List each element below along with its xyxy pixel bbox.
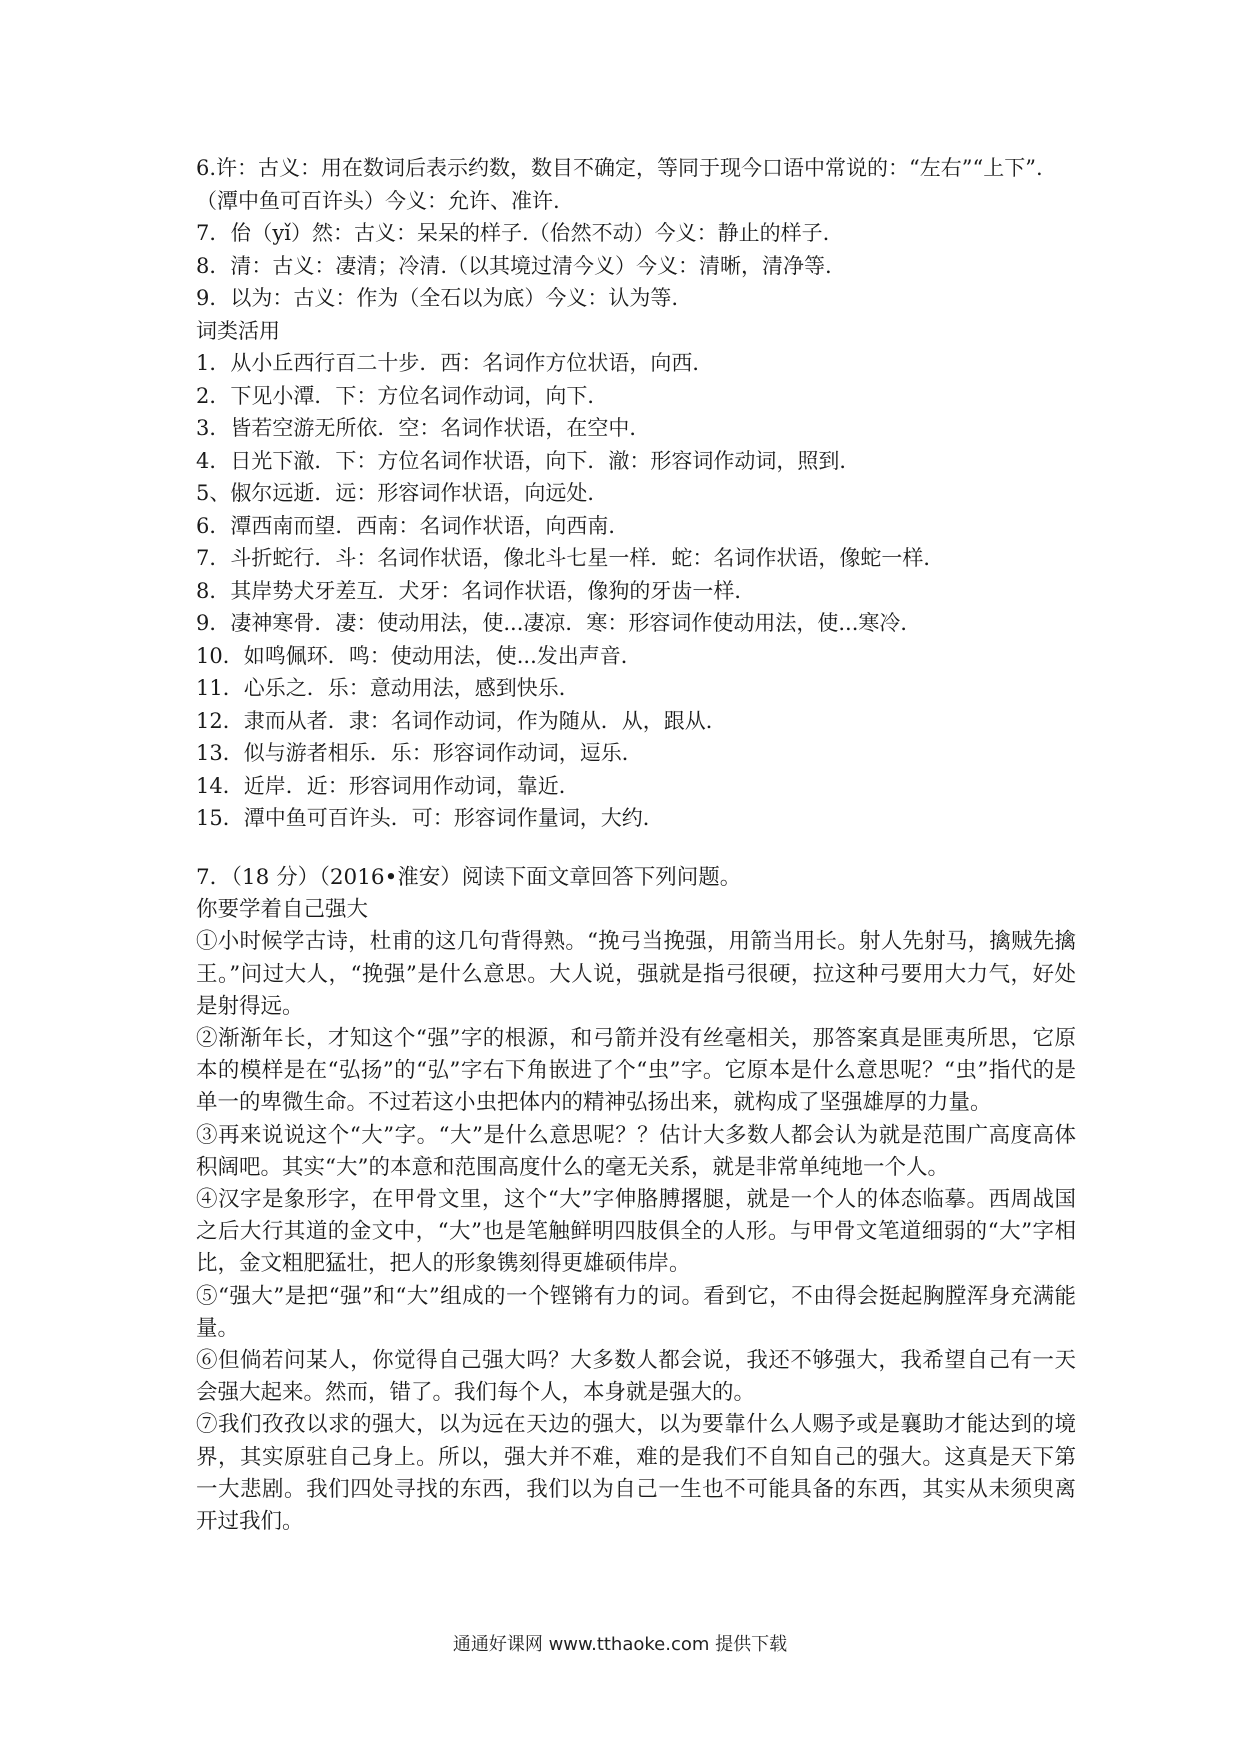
article-paragraph: ③再来说说这个“大”字。“大”是什么意思呢？？估计大多数人都会认为就是范围广高度高体积阔吧。其实“大”的本意和范围高度什么的毫无关系，就是非常单纯地一个人。: [196, 1122, 1076, 1180]
list-item: 3．皆若空游无所依．空：名词作状语，在空中．: [196, 416, 651, 440]
article-paragraph: ④汉字是象形字，在甲骨文里，这个“大”字伸胳膊撂腿，就是一个人的体态临摹。西周战国之后大行其道的金文中，“大”也是笔触鲜明四肢俱全的人形。与甲骨文笔道细弱的“大”字相比，金文粗肥猛壮，把人的形象镌刻得更雄硕伟岸。: [196, 1187, 1076, 1277]
list-item: 12．隶而从者．隶：名词作动词，作为随从．从，跟从．: [196, 708, 727, 733]
list-item: 1．从小丘西行百二十步．西：名词作方位状语，向西．: [196, 351, 714, 375]
article-title: 你要学着自己强大: [196, 897, 369, 923]
section-heading: 词类活用: [196, 318, 280, 343]
page-footer: 通通好课网 www.tthaoke.com 提供下载: [452, 1634, 788, 1655]
list-item: 14．近岸．近：形容词用作动词，靠近．: [196, 773, 580, 798]
list-item: 8．其岸势犬牙差互．犬牙：名词作状语，像狗的牙齿一样．: [196, 578, 756, 603]
gu-jin-yi-item: 9．以为：古义：作为（全石以为底）今义：认为等.: [196, 286, 679, 310]
article-paragraph: ⑦我们孜孜以求的强大，以为远在天边的强大，以为要靠什么人赐予或是襄助才能达到的境界，其实原驻自己身上。所以，强大并不难，难的是我们不自知自己的强大。这真是天下第一大悲剧。我们四处寻找的东西，我们以为自己一生也不可能具备的东西，其实从未须臾离开过我们。: [196, 1412, 1076, 1535]
list-item: 10．如鸣佩环．鸣：使动用法，使...发出声音．: [196, 643, 642, 668]
article-paragraph: ①小时候学古诗，杜甫的这几句背得熟。“挽弓当挽强，用箭当用长。射人先射马，擒贼先擒王。”问过大人，“挽强”是什么意思。大人说，强就是指弓很硬，拉这种弓要用大力气，好处是射得远。: [196, 929, 1076, 1019]
article-paragraph: ⑥但倘若问某人，你觉得自己强大吗？大多数人都会说，我还不够强大，我希望自己有一天会强大起来。然而，错了。我们每个人，本身就是强大的。: [196, 1348, 1076, 1406]
list-item: 4．日光下澈．下：方位名词作状语，向下．澈：形容词作动词，照到．: [196, 448, 861, 473]
list-item: 9．凄神寒骨．凄：使动用法，使...凄凉．寒：形容词作使动用法，使...寒冷．: [196, 611, 922, 635]
list-item: 5、俶尔远逝．远：形容词作状语，向远处．: [196, 481, 609, 505]
list-item: 13．似与游者相乐．乐：形容词作动词，逗乐．: [196, 741, 643, 765]
article-paragraph: ⑤“强大”是把“强”和“大”组成的一个铿锵有力的词。看到它，不由得会挺起胸膛浑身充满能量。: [196, 1283, 1076, 1341]
list-item: 11．心乐之．乐：意动用法，感到快乐．: [196, 676, 580, 700]
vocabulary-notes: [196, 152, 1076, 835]
article-paragraph: ②渐渐年长，才知这个“强”字的根源，和弓箭并没有丝毫相关，那答案真是匪夷所思，它原本的模样是在“弘扬”的“弘”字右下角嵌进了个“虫”字。它原本是什么意思呢？“虫”指代的是单一的卑微生命。不过若这小虫把体内的精神弘扬出来，就构成了坚强雄厚的力量。: [196, 1026, 1076, 1116]
gu-jin-yi-item: 6.许：古义：用在数词后表示约数，数目不确定，等同于现今口语中常说的：“左右”“上下”.（潭中鱼可百许头）今义：允许、准许.: [196, 156, 1043, 213]
gu-jin-yi-item: 7．佁（yǐ）然：古义：呆呆的样子.（佁然不动）今义：静止的样子.: [196, 221, 830, 245]
list-item: 2．下见小潭．下：方位名词作动词，向下．: [196, 383, 609, 408]
reading-question: [196, 862, 1076, 1538]
list-item: 15．潭中鱼可百许头．可：形容词作量词，大约．: [196, 806, 664, 830]
list-item: 6．潭西南而望．西南：名词作状语，向西南．: [196, 513, 630, 538]
list-item: 7．斗折蛇行．斗：名词作状语，像北斗七星一样．蛇：名词作状语，像蛇一样．: [196, 546, 945, 570]
question-header: 7．（18 分）（2016•淮安）阅读下面文章回答下列问题。: [196, 865, 742, 890]
gu-jin-yi-item: 8．清：古义：凄清；冷清.（以其境过清今义）今义：清晰，清净等.: [196, 253, 832, 278]
